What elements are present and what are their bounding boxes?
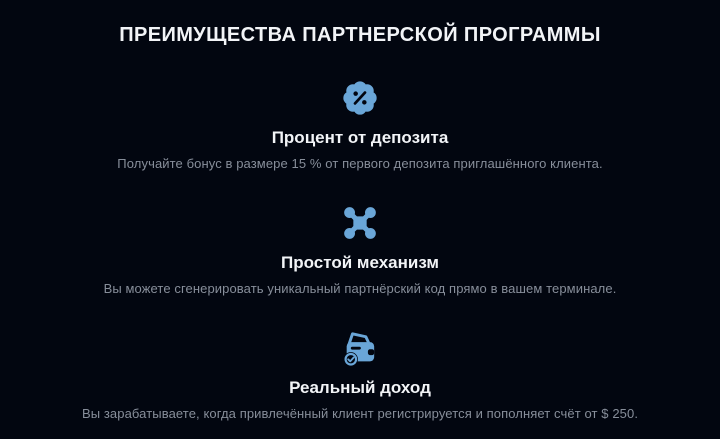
benefit-description: Получайте бонус в размере 15 % от первого депозита приглашённого клиента.: [117, 156, 603, 171]
section-title: ПРЕИМУЩЕСТВА ПАРТНЕРСКОЙ ПРОГРАММЫ: [119, 24, 601, 46]
mechanism-nodes-icon: [0, 203, 720, 243]
benefit-card-simple-mechanism: [0, 203, 720, 297]
wallet-check-icon: [0, 328, 720, 368]
benefit-title: Реальный доход: [289, 378, 431, 397]
benefit-title: Простой механизм: [281, 253, 439, 272]
benefit-title: Процент от депозита: [271, 128, 449, 147]
benefit-card-real-income: [0, 328, 720, 422]
benefit-card-deposit-percent: [0, 78, 720, 172]
badge-percent-icon: [0, 78, 720, 118]
benefit-description: Вы зарабатываете, когда привлечённый клиент регистрируется и пополняет счёт от $ 250.: [81, 406, 639, 421]
benefit-description: Вы можете сгенерировать уникальный партнёрский код прямо в вашем терминале.: [103, 281, 617, 296]
